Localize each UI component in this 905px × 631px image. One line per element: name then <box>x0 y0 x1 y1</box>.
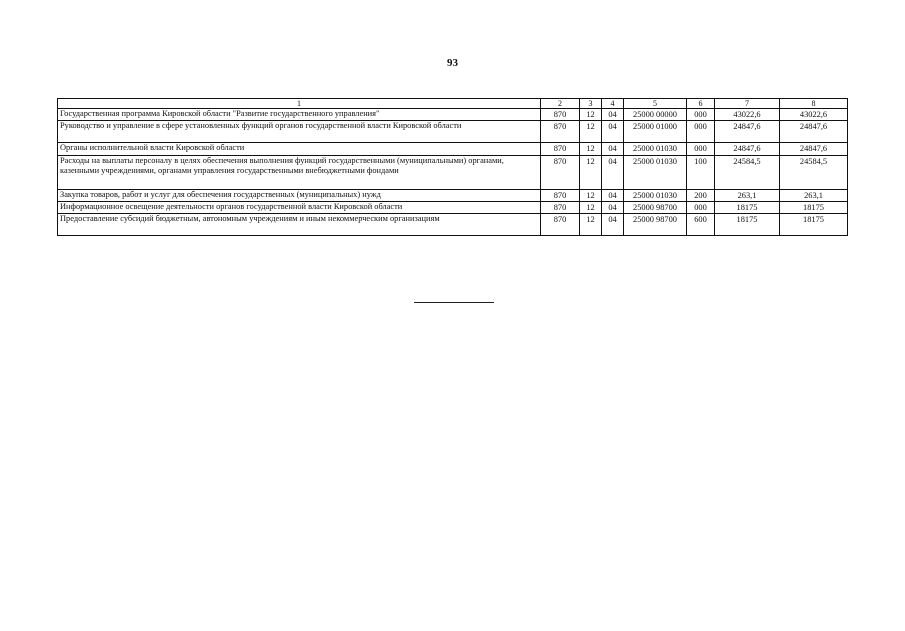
column-header: 5 <box>624 99 687 109</box>
cell-ministry-code: 870 <box>541 109 580 121</box>
separator-line <box>414 302 494 303</box>
cell-subsection: 04 <box>602 109 624 121</box>
cell-amount-plan: 24584,5 <box>715 155 780 189</box>
cell-amount-actual: 24847,6 <box>780 121 848 143</box>
cell-section: 12 <box>580 121 602 143</box>
cell-target-article: 25000 01030 <box>624 189 687 201</box>
cell-subsection: 04 <box>602 214 624 236</box>
column-header: 6 <box>687 99 715 109</box>
page-number: 93 <box>447 57 458 69</box>
cell-target-article: 25000 01030 <box>624 155 687 189</box>
column-header: 3 <box>580 99 602 109</box>
cell-amount-plan: 263,1 <box>715 189 780 201</box>
cell-amount-plan: 24847,6 <box>715 121 780 143</box>
cell-amount-actual: 24584,5 <box>780 155 848 189</box>
cell-amount-plan: 18175 <box>715 201 780 213</box>
row-name: Государственная программа Кировской области "Развитие государственного управления" <box>58 109 541 121</box>
cell-expense-type: 000 <box>687 109 715 121</box>
cell-subsection: 04 <box>602 189 624 201</box>
cell-section: 12 <box>580 109 602 121</box>
cell-ministry-code: 870 <box>541 121 580 143</box>
cell-expense-type: 000 <box>687 121 715 143</box>
cell-subsection: 04 <box>602 121 624 143</box>
column-header: 8 <box>780 99 848 109</box>
table-header-row <box>58 99 848 109</box>
column-header: 2 <box>541 99 580 109</box>
cell-target-article: 25000 01030 <box>624 143 687 155</box>
cell-expense-type: 100 <box>687 155 715 189</box>
cell-ministry-code: 870 <box>541 189 580 201</box>
table-row <box>58 214 848 236</box>
cell-section: 12 <box>580 214 602 236</box>
cell-expense-type: 200 <box>687 189 715 201</box>
cell-expense-type: 600 <box>687 214 715 236</box>
table-row <box>58 155 848 189</box>
cell-subsection: 04 <box>602 143 624 155</box>
cell-amount-plan: 43022,6 <box>715 109 780 121</box>
cell-target-article: 25000 00000 <box>624 109 687 121</box>
cell-section: 12 <box>580 201 602 213</box>
cell-section: 12 <box>580 189 602 201</box>
row-name: Предоставление субсидий бюджетным, автономным учреждениям и иным некоммерческим организациям <box>58 214 541 236</box>
cell-expense-type: 000 <box>687 201 715 213</box>
cell-ministry-code: 870 <box>541 143 580 155</box>
cell-ministry-code: 870 <box>541 214 580 236</box>
cell-subsection: 04 <box>602 201 624 213</box>
cell-subsection: 04 <box>602 155 624 189</box>
budget-table <box>57 98 848 236</box>
row-name: Закупка товаров, работ и услуг для обеспечения государственных (муниципальных) нужд <box>58 189 541 201</box>
row-name: Руководство и управление в сфере установленных функций органов государственной власти Кировской области <box>58 121 541 143</box>
cell-amount-actual: 24847,6 <box>780 143 848 155</box>
table-row <box>58 189 848 201</box>
cell-amount-actual: 263,1 <box>780 189 848 201</box>
cell-section: 12 <box>580 155 602 189</box>
column-header: 1 <box>58 99 541 109</box>
cell-target-article: 25000 01000 <box>624 121 687 143</box>
table-row <box>58 121 848 143</box>
cell-amount-plan: 24847,6 <box>715 143 780 155</box>
cell-target-article: 25000 98700 <box>624 214 687 236</box>
cell-amount-actual: 18175 <box>780 201 848 213</box>
table-row <box>58 109 848 121</box>
cell-amount-plan: 18175 <box>715 214 780 236</box>
cell-amount-actual: 18175 <box>780 214 848 236</box>
cell-ministry-code: 870 <box>541 155 580 189</box>
row-name: Органы исполнительной власти Кировской области <box>58 143 541 155</box>
row-name: Расходы на выплаты персоналу в целях обеспечения выполнения функций государственными (муниципальными) органами, казенными учреждениями, органами управления государственными внебюджетными фондами <box>58 155 541 189</box>
cell-section: 12 <box>580 143 602 155</box>
cell-target-article: 25000 98700 <box>624 201 687 213</box>
cell-expense-type: 000 <box>687 143 715 155</box>
table-row <box>58 143 848 155</box>
cell-amount-actual: 43022,6 <box>780 109 848 121</box>
row-name: Информационное освещение деятельности органов государственной власти Кировской области <box>58 201 541 213</box>
column-header: 4 <box>602 99 624 109</box>
cell-ministry-code: 870 <box>541 201 580 213</box>
column-header: 7 <box>715 99 780 109</box>
table-row <box>58 201 848 213</box>
